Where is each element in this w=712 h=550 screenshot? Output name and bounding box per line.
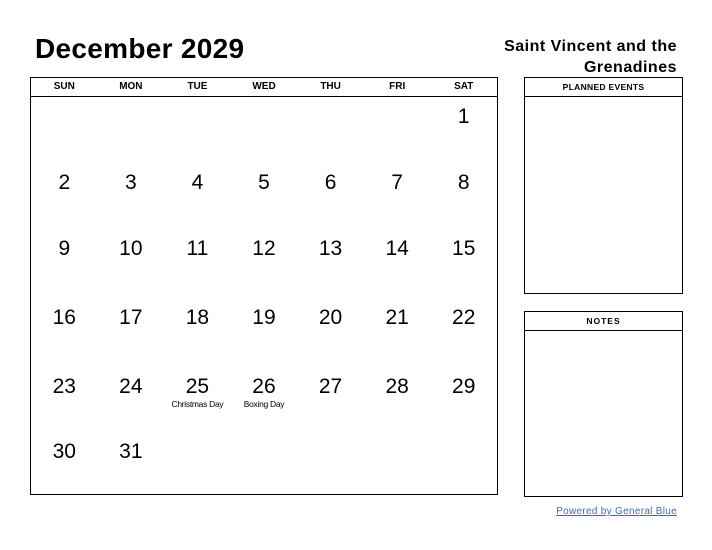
notes-title: NOTES <box>525 312 682 331</box>
day-number: 2 <box>58 171 71 194</box>
day-cell <box>231 171 298 195</box>
day-cell <box>31 375 98 399</box>
day-number: 23 <box>52 375 76 398</box>
weekday-tue: TUE <box>187 81 208 92</box>
day-number: 11 <box>186 237 209 260</box>
day-number: 28 <box>385 375 409 398</box>
notes-box <box>524 311 683 497</box>
day-number: 19 <box>252 306 276 329</box>
day-number: 9 <box>58 237 71 260</box>
day-cell <box>430 237 497 261</box>
holiday-label: Boxing Day <box>243 399 285 409</box>
weekday-header <box>31 78 497 97</box>
day-number: 10 <box>119 237 143 260</box>
day-number: 27 <box>318 375 343 398</box>
day-cell <box>430 105 497 129</box>
day-number: 26 <box>252 375 276 398</box>
day-number: 16 <box>52 306 76 329</box>
day-cell <box>98 440 165 464</box>
weekday-mon: MON <box>119 81 143 92</box>
weekday-wed: WED <box>252 81 276 92</box>
day-number: 5 <box>258 171 270 194</box>
day-cell <box>297 306 364 330</box>
day-number: 13 <box>318 237 343 260</box>
day-cell <box>430 306 497 330</box>
day-number: 12 <box>252 237 276 260</box>
day-cell <box>231 375 298 409</box>
month-title: December 2029 <box>35 33 245 64</box>
day-cell <box>164 237 231 261</box>
day-cell <box>364 237 431 261</box>
day-cell <box>98 171 165 195</box>
day-cell <box>297 237 364 261</box>
day-number: 8 <box>457 171 470 194</box>
day-number: 4 <box>191 171 204 194</box>
day-number: 1 <box>457 105 470 128</box>
day-cell <box>430 171 497 195</box>
day-number: 15 <box>452 237 476 260</box>
holiday-label: Christmas Day <box>171 399 224 409</box>
planned-events-box <box>524 77 683 294</box>
day-number: 29 <box>452 375 476 398</box>
weekday-sun: SUN <box>53 81 75 92</box>
day-cell <box>164 171 231 195</box>
day-cell <box>98 375 165 399</box>
day-number: 6 <box>324 171 337 194</box>
day-number: 31 <box>119 440 143 463</box>
day-cell <box>364 375 431 399</box>
day-cell <box>31 237 98 261</box>
weekday-fri: FRI <box>389 81 406 92</box>
day-cell <box>364 306 431 330</box>
country-name: Saint Vincent and the Grenadines <box>504 38 677 76</box>
day-grid <box>31 97 497 494</box>
day-number: 25 <box>185 375 210 398</box>
day-number: 22 <box>452 306 476 329</box>
day-number: 20 <box>318 306 343 329</box>
day-number: 17 <box>119 306 143 329</box>
day-cell <box>98 306 165 330</box>
day-number: 18 <box>185 306 210 329</box>
day-cell <box>31 440 98 464</box>
weekday-thu: THU <box>320 81 341 92</box>
day-number: 14 <box>385 237 409 260</box>
day-number: 24 <box>119 375 143 398</box>
day-number: 7 <box>391 171 403 194</box>
planned-events-title: PLANNED EVENTS <box>525 78 682 97</box>
day-cell <box>31 171 98 195</box>
day-number: 30 <box>52 440 76 463</box>
day-number: 3 <box>125 171 137 194</box>
day-cell <box>164 375 231 409</box>
day-cell <box>430 375 497 399</box>
day-cell <box>231 306 298 330</box>
day-cell <box>297 171 364 195</box>
day-cell <box>297 375 364 399</box>
day-cell <box>364 171 431 195</box>
day-cell <box>31 306 98 330</box>
day-cell <box>231 237 298 261</box>
calendar-grid <box>30 77 498 495</box>
powered-by-link[interactable]: Powered by General Blue <box>556 506 677 517</box>
day-number: 21 <box>385 306 409 329</box>
weekday-sat: SAT <box>454 81 474 92</box>
day-cell <box>98 237 165 261</box>
day-cell <box>164 306 231 330</box>
